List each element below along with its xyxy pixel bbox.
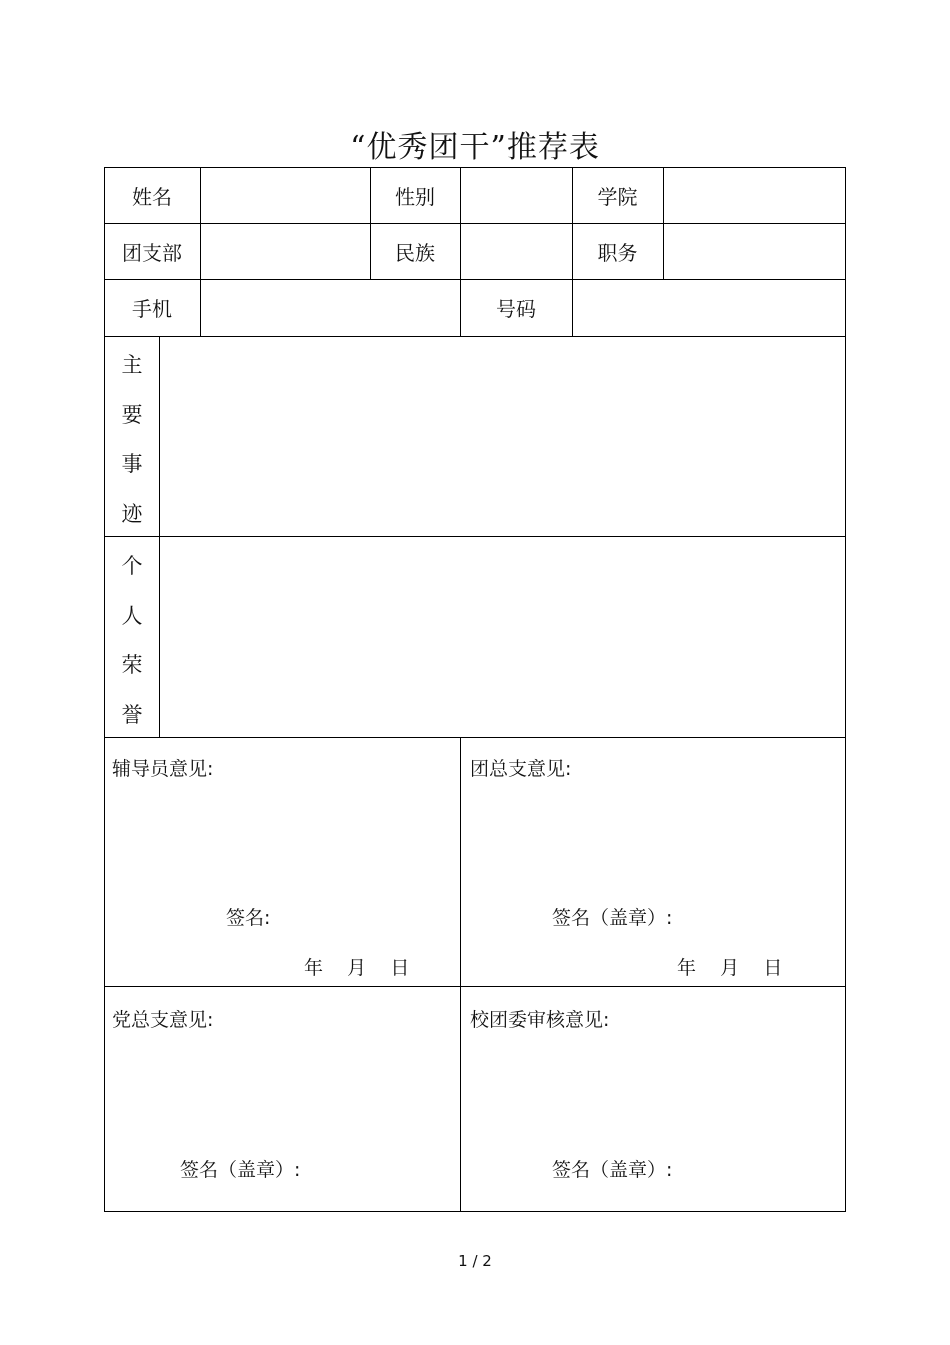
gender-label: 性别: [395, 185, 435, 209]
vertical-char: 事: [121, 452, 143, 476]
ethnicity-field[interactable]: [460, 223, 572, 280]
page-indicator: 1 / 2: [458, 1252, 492, 1270]
school-committee-signature-label: 签名（盖章）:: [552, 1159, 673, 1181]
counselor-signature-label: 签名:: [226, 907, 271, 929]
name-label: 姓名: [132, 185, 172, 209]
main-deeds-field[interactable]: [160, 337, 845, 536]
league-branch-label: 团支部: [122, 241, 182, 265]
vertical-char: 迹: [121, 501, 143, 526]
personal-honors-label: [104, 542, 160, 738]
league-branch-opinion-label: 团总支意见:: [470, 758, 572, 780]
college-field[interactable]: [663, 167, 845, 224]
mobile-label: 手机: [132, 297, 172, 321]
row-divider: [104, 737, 846, 738]
league-branch-date-label: 年 月 日: [677, 957, 783, 979]
vertical-char: 人: [121, 603, 143, 628]
name-field[interactable]: [200, 167, 370, 224]
college-label: 学院: [597, 185, 638, 209]
vertical-char: 主: [121, 353, 143, 377]
personal-honors-field[interactable]: [160, 537, 845, 736]
position-field[interactable]: [663, 223, 845, 280]
vertical-char: 荣: [121, 653, 143, 677]
vertical-char: 个: [121, 554, 143, 578]
school-committee-opinion-label: 校团委审核意见:: [470, 1009, 610, 1031]
vertical-char: 誉: [121, 702, 143, 727]
vertical-char: 要: [121, 402, 143, 427]
mobile-field[interactable]: [200, 279, 460, 336]
ethnicity-label: 民族: [395, 241, 435, 265]
league-branch-signature-label: 签名（盖章）:: [552, 907, 673, 929]
party-branch-opinion-label: 党总支意见:: [112, 1009, 214, 1031]
number-field[interactable]: [572, 279, 845, 336]
row-divider: [104, 986, 846, 987]
gender-field[interactable]: [460, 167, 572, 224]
table-border-right: [845, 167, 846, 1212]
col-divider: [460, 737, 461, 1212]
league-branch-field[interactable]: [200, 223, 370, 280]
main-deeds-label: [104, 341, 160, 537]
form-title: “优秀团干”推荐表: [350, 130, 600, 165]
counselor-date-label: 年 月 日: [304, 957, 410, 979]
table-border-bottom: [104, 1211, 846, 1212]
party-branch-signature-label: 签名（盖章）:: [180, 1159, 301, 1181]
counselor-opinion-label: 辅导员意见:: [112, 758, 214, 780]
position-label: 职务: [597, 241, 638, 265]
recommendation-form-table: [104, 167, 846, 1212]
number-label: 号码: [496, 297, 536, 321]
